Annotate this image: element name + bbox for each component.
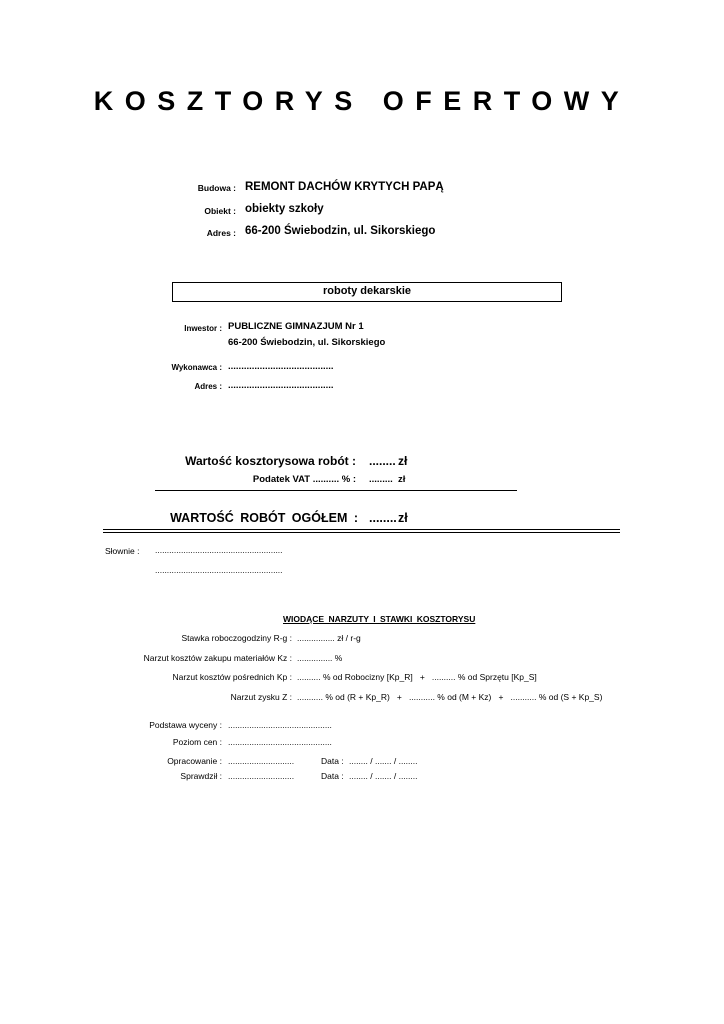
wykonawca-value: ........................................ bbox=[228, 361, 334, 372]
opracowanie-label: Opracowanie : bbox=[167, 756, 222, 766]
poziom-label: Poziom cen : bbox=[172, 737, 222, 747]
podstawa-value: ............................................ bbox=[228, 720, 332, 730]
sprawdzil-label: Sprawdził : bbox=[180, 771, 222, 781]
wykonawca-label: Wykonawca : bbox=[171, 363, 222, 372]
opracowanie-data-value: ........ / ....... / ........ bbox=[349, 756, 418, 766]
inwestor-line1: PUBLICZNE GIMNAZJUM Nr 1 bbox=[228, 321, 364, 332]
wykonawca-adres-label: Adres : bbox=[194, 382, 222, 391]
total-double-rule bbox=[103, 529, 620, 533]
adres-value: 66-200 Świebodzin, ul. Sikorskiego bbox=[245, 225, 436, 237]
wartosc-value: ........ bbox=[369, 454, 396, 468]
ogolem-value: ........ bbox=[369, 511, 397, 525]
budowa-label: Budowa : bbox=[197, 183, 236, 193]
stawka-label: Stawka roboczogodziny R-g : bbox=[181, 633, 292, 643]
z-label: Narzut zysku Z : bbox=[230, 692, 292, 702]
kp-value: .......... % od Robocizny [Kp_R] + .......... % od Sprzętu [Kp_S] bbox=[297, 672, 537, 682]
inwestor-label: Inwestor : bbox=[184, 324, 222, 333]
z-value: ........... % od (R + Kp_R) + ........... % od (M + Kz) + ........... % od (S + Kp_S) bbox=[297, 692, 603, 702]
podstawa-label: Podstawa wyceny : bbox=[149, 720, 222, 730]
ogolem-unit: zł bbox=[398, 511, 408, 525]
kp-label: Narzut kosztów pośrednich Kp : bbox=[172, 672, 292, 682]
stawka-value: ................ zł / r-g bbox=[297, 633, 361, 643]
vat-label: Podatek VAT .......... % : bbox=[252, 474, 356, 485]
inwestor-line2: 66-200 Świebodzin, ul. Sikorskiego bbox=[228, 337, 386, 348]
vat-unit: zł bbox=[398, 474, 406, 485]
obiekt-value: obiekty szkoły bbox=[245, 203, 324, 215]
adres-label: Adres : bbox=[206, 228, 236, 238]
slownie-line1: ...................................................... bbox=[155, 545, 283, 555]
wykonawca-adres-value: ........................................ bbox=[228, 380, 334, 391]
ogolem-label: WARTOŚĆ ROBÓT OGÓŁEM : bbox=[170, 511, 358, 525]
scope-title: roboty dekarskie bbox=[322, 285, 412, 297]
wartosc-unit: zł bbox=[398, 454, 408, 468]
sum-divider bbox=[155, 490, 517, 491]
budowa-value: REMONT DACHÓW KRYTYCH PAPĄ bbox=[245, 181, 444, 193]
slownie-line2: ...................................................... bbox=[155, 565, 283, 575]
document-title: KOSZTORYS OFERTOWY bbox=[93, 86, 631, 116]
obiekt-label: Obiekt : bbox=[204, 206, 236, 216]
wartosc-label: Wartość kosztorysowa robót : bbox=[185, 454, 356, 468]
kz-label: Narzut kosztów zakupu materiałów Kz : bbox=[143, 653, 292, 663]
opracowanie-data-label: Data : bbox=[321, 756, 344, 766]
vat-value: ......... bbox=[369, 474, 393, 485]
sprawdzil-data-label: Data : bbox=[321, 771, 344, 781]
kz-value: ............... % bbox=[297, 653, 343, 663]
scope-box bbox=[172, 282, 562, 302]
opracowanie-value: ............................ bbox=[228, 756, 295, 766]
narzuty-heading: WIODĄCE NARZUTY I STAWKI KOSZTORYSU bbox=[283, 614, 476, 624]
slownie-label: Słownie : bbox=[105, 546, 140, 556]
sprawdzil-data-value: ........ / ....... / ........ bbox=[349, 771, 418, 781]
poziom-value: ............................................ bbox=[228, 737, 332, 747]
sprawdzil-value: ............................ bbox=[228, 771, 295, 781]
